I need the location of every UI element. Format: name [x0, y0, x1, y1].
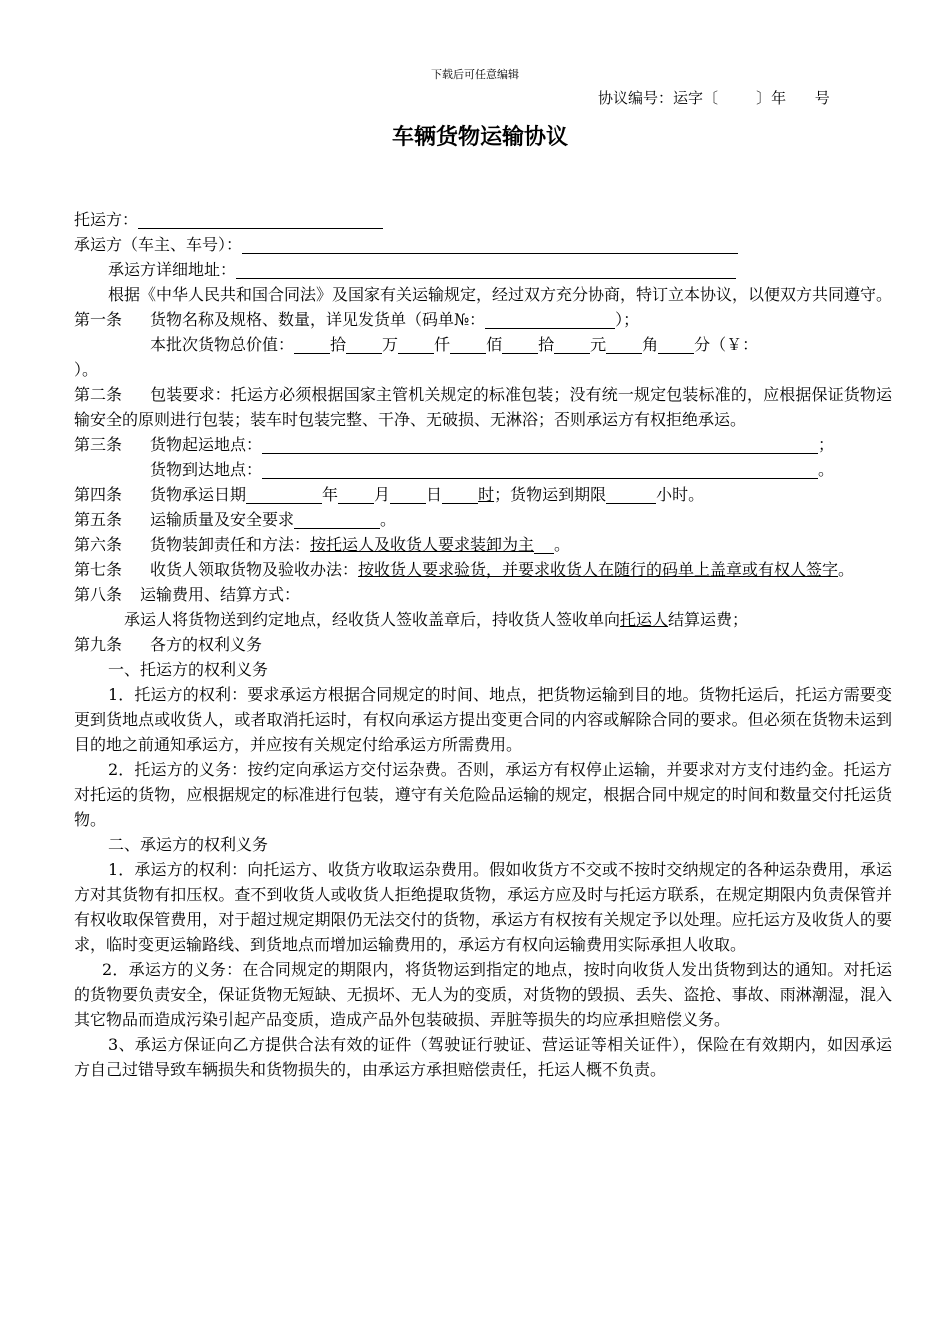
carrier-label: 承运方（车主、车号）： — [74, 235, 243, 254]
value-blank — [502, 335, 538, 354]
origin-blank — [262, 435, 818, 454]
carrier-rights-heading: 二、承运方的权利义务 — [108, 835, 269, 854]
hour-label: 时 — [478, 485, 495, 504]
document-body — [74, 207, 892, 1082]
document-title: 车辆货物运输协议 — [391, 125, 568, 150]
destination-blank — [262, 460, 818, 479]
acceptance-method-value: 按收货人要求验货，并要求收货人在随行的码单上盖章或有权人签字 — [358, 560, 839, 579]
value-blank — [346, 335, 382, 354]
waybill-number-blank — [485, 310, 615, 329]
article-1-value-line — [74, 332, 892, 357]
carrier-rights-paragraph: 1．承运方的权利：向托运方、收货方收取运杂费用。假如收货方不交或不按时交纳规定的各种运杂费用，承运方对其货物有扣压权。查不到收货人或收货人拒绝提取货物，承运方应及时与托运方联系，在规定期限内负责保管并有权收取保管费用，对于超过规定期限仍无法交付的货物，承运方有权按有关规定予以处理。应托运方及收货人的要求，临时变更运输路线、到货地点而增加运输费用的，承运方有权向运输费用实际承担人收取。 — [74, 860, 892, 954]
hour-blank — [442, 485, 478, 504]
article-2 — [74, 382, 892, 432]
delivery-deadline-label: ；货物运到期限 — [494, 485, 607, 504]
quality-blank — [294, 510, 380, 529]
article-9-number: 第九条 — [74, 635, 123, 654]
article-8 — [74, 582, 892, 607]
carrier-line — [74, 232, 892, 257]
article-8-number: 第八条 — [74, 585, 123, 604]
article-6-number: 第六条 — [74, 535, 123, 554]
value-unit: 万 — [382, 335, 399, 354]
carrier-address-label: 承运方详细地址： — [108, 260, 237, 279]
month-blank — [338, 485, 374, 504]
article-5-number: 第五条 — [74, 510, 123, 529]
shipper-blank — [138, 210, 383, 229]
article-4 — [74, 482, 892, 507]
header-note: 下载后可任意编辑 — [431, 68, 519, 81]
article-5-text: 运输质量及安全要求 — [150, 510, 295, 529]
carrier-blank — [242, 235, 738, 254]
article-7 — [74, 557, 892, 582]
carrier-address-blank — [236, 260, 736, 279]
day-blank — [390, 485, 426, 504]
day-label: 日 — [426, 485, 443, 504]
article-6 — [74, 532, 892, 557]
value-unit: 佰 — [486, 335, 503, 354]
article-3-number: 第三条 — [74, 435, 123, 454]
value-unit: 仟 — [434, 335, 451, 354]
shipper-rights-paragraph: 1．托运方的权利：要求承运方根据合同规定的时间、地点，把货物运输到目的地。货物托运后，托运方需要变更到货地点或收货人，或者取消托运时，有权向承运方提出变更合同的内容或解除合同的要求。但必须在货物未运到目的地之前通知承运方，并应按有关规定付给承运方所需费用。 — [74, 685, 892, 754]
article-4-number: 第四条 — [74, 485, 123, 504]
article-7-number: 第七条 — [74, 560, 123, 579]
preamble: 根据《中华人民共和国合同法》及国家有关运输规定，经过双方充分协商，特订立本协议，以便双方共同遵守。 — [108, 285, 893, 304]
article-9 — [74, 632, 892, 657]
origin-end: ； — [818, 435, 835, 454]
month-label: 月 — [374, 485, 391, 504]
shipping-date-label: 货物承运日期 — [150, 485, 247, 504]
value-unit: 拾 — [330, 335, 347, 354]
value-unit: 角 — [642, 335, 659, 354]
shipper-duties-paragraph: 2．托运方的义务：按约定向承运方交付运杂费。否则，承运方有权停止运输，并要求对方支付违约金。托运方对托运的货物，应根据规定的标准进行包装，遵守有关危险品运输的规定，根据合同中规定的时间和数量交付托运货物。 — [74, 760, 892, 829]
value-blank — [658, 335, 694, 354]
article-8-text-b: 结算运费； — [668, 610, 749, 629]
hours-label: 小时。 — [656, 485, 705, 504]
value-blank — [398, 335, 434, 354]
article-8-text-a: 承运人将货物送到约定地点，经收货人签收盖章后，持收货人签收单向 — [124, 610, 621, 629]
article-7-end: 。 — [838, 560, 855, 579]
year-label: 年 — [322, 485, 339, 504]
agreement-number: 协议编号：运字〔 〕年 号 — [598, 89, 830, 107]
article-1-number: 第一条 — [74, 310, 123, 329]
carrier-guarantee-paragraph: 3、承运方保证向乙方提供合法有效的证件（驾驶证行驶证、营运证等相关证件），保险在有效期内，如因承运方自己过错导致车辆损失和货物损失的，由承运方承担赔偿责任，托运人概不负责。 — [74, 1035, 892, 1079]
article-8-payer: 托运人 — [620, 610, 669, 629]
value-label: 本批次货物总价值： — [150, 335, 295, 354]
article-3-destination — [74, 457, 892, 482]
carrier-duties-paragraph: 2．承运方的义务：在合同规定的期限内，将货物运到指定的地点，按时向收货人发出货物到达的通知。对托运的货物要负责安全，保证货物无短缺、无损坏、无人为的变质，对货物的毁损、丢失、盗抢、事故、雨淋潮湿，混入其它物品而造成污染引起产品变质，造成产品外包装破损、弄脏等损失的均应承担赔偿义务。 — [74, 960, 892, 1029]
value-blank — [294, 335, 330, 354]
value-blank — [554, 335, 590, 354]
article-3-origin — [74, 432, 892, 457]
article-1-tail: ）。 — [74, 360, 99, 379]
shipper-rights-heading: 一、托运方的权利义务 — [108, 660, 269, 679]
loading-method-value: 按托运人及收货人要求装卸为主 — [310, 535, 535, 554]
year-blank — [246, 485, 322, 504]
deadline-blank — [606, 485, 656, 504]
article-7-label: 收货人领取货物及验收办法： — [150, 560, 359, 579]
article-1-text-b: ）； — [615, 310, 640, 329]
article-1-text-a: 货物名称及规格、数量，详见发货单（码单№： — [150, 310, 486, 329]
value-unit: 元 — [590, 335, 607, 354]
destination-end: 。 — [818, 460, 835, 479]
article-1 — [74, 307, 892, 332]
article-9-heading: 各方的权利义务 — [150, 635, 263, 654]
value-blank — [450, 335, 486, 354]
article-8-heading: 运输费用、结算方式： — [140, 585, 301, 604]
carrier-address-line — [74, 257, 892, 282]
article-5-end: 。 — [380, 510, 397, 529]
article-2-number: 第二条 — [74, 385, 123, 404]
article-6-label: 货物装卸责任和方法： — [150, 535, 311, 554]
article-8-text — [74, 607, 892, 632]
origin-label: 货物起运地点： — [150, 435, 263, 454]
shipper-line — [74, 207, 892, 232]
loading-method-blank — [534, 535, 554, 554]
value-unit: 拾 — [538, 335, 555, 354]
value-unit: 分（￥： — [694, 335, 759, 354]
destination-label: 货物到达地点： — [150, 460, 263, 479]
shipper-label: 托运方： — [74, 210, 139, 229]
article-2-text: 包装要求：托运方必须根据国家主管机关规定的标准包装；没有统一规定包装标准的，应根据保证货物运输安全的原则进行包装；装车时包装完整、干净、无破损、无淋浴；否则承运方有权拒绝承运。 — [74, 385, 892, 429]
article-6-end: 。 — [554, 535, 571, 554]
value-blank — [606, 335, 642, 354]
article-5 — [74, 507, 892, 532]
